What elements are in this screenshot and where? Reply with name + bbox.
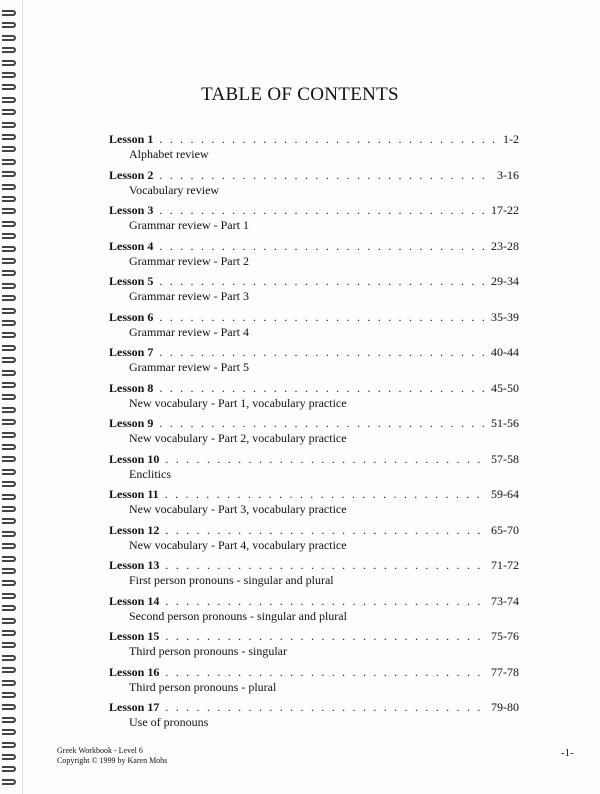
toc-entry [109,168,519,204]
page-range: 77-78 [491,664,519,679]
binding-coil [2,580,16,586]
binding-coil [2,357,16,363]
binding-coil [2,320,16,326]
page-title: TABLE OF CONTENTS [201,84,399,105]
dot-leader [159,132,499,147]
binding-coil [2,680,16,686]
binding-coil [2,742,16,748]
binding-coil [2,419,16,425]
binding-coil [2,159,16,165]
lesson-description: Grammar review - Part 5 [129,360,249,374]
binding-coil [2,72,16,78]
toc-entry [109,310,519,346]
page-range: 59-64 [491,487,519,501]
lesson-title: Lesson 11 [109,487,159,501]
binding-coil [2,295,16,301]
binding-coil [2,35,16,41]
toc-entry [109,523,519,559]
toc-entry [109,487,519,523]
dot-leader [165,665,487,680]
binding-coil [2,766,16,772]
page-range: 79-80 [491,700,519,714]
binding-coil [2,258,16,264]
page-range: 65-70 [491,522,519,537]
binding-coil [2,122,16,128]
page-range: 1-2 [503,132,519,146]
lesson-description: Grammar review - Part 4 [129,324,249,339]
binding-coil [2,171,16,177]
toc-entry [109,345,519,381]
binding-coil [2,208,16,214]
lesson-title: Lesson 3 [109,203,154,217]
footer-book-title: Greek Workbook - Level 6 [57,746,143,755]
page-range: 73-74 [491,593,519,608]
binding-coil [2,382,16,388]
toc-entry [109,665,519,701]
binding-coil [2,754,16,760]
binding-coil [2,704,16,710]
dot-leader [165,594,487,609]
dot-leader [159,310,487,325]
binding-coil [2,407,16,413]
lesson-title: Lesson 10 [109,451,160,466]
lesson-description: Third person pronouns - singular [129,644,287,658]
page-range: 71-72 [491,558,519,572]
binding-coil [2,729,16,735]
dot-leader [165,452,487,467]
page-range: 51-56 [491,416,519,430]
lesson-description: Alphabet review [129,147,209,161]
page-range: 17-22 [491,203,519,217]
binding-coil [2,543,16,549]
binding-coil [2,779,16,785]
binding-coil [2,432,16,438]
spiral-binding [0,0,22,794]
binding-coil [2,605,16,611]
lesson-title: Lesson 14 [109,593,160,608]
binding-coil [2,308,16,314]
dot-leader [165,487,487,502]
binding-coil [2,221,16,227]
binding-coil [2,109,16,115]
binding-coil [2,667,16,673]
binding-coil [2,568,16,574]
lesson-title: Lesson 16 [109,664,160,679]
lesson-description: New vocabulary - Part 2, vocabulary practice [129,431,347,445]
binding-coil [2,283,16,289]
binding-coil [2,10,16,16]
binding-coil [2,469,16,475]
page-range: 3-16 [497,167,519,182]
binding-coil [2,593,16,599]
lesson-title: Lesson 2 [109,167,154,182]
binding-coil [2,556,16,562]
toc-entry [109,452,519,488]
lesson-title: Lesson 17 [109,700,160,714]
lesson-description: New vocabulary - Part 1, vocabulary practice [129,395,347,410]
binding-coil [2,246,16,252]
toc-entry [109,700,519,736]
lesson-title: Lesson 12 [109,522,160,537]
lesson-description: New vocabulary - Part 3, vocabulary practice [129,502,347,516]
binding-coil [2,618,16,624]
binding-coil [2,270,16,276]
lesson-description: Second person pronouns - singular and plural [129,608,347,623]
toc-entry [109,239,519,275]
lesson-title: Lesson 5 [109,274,154,288]
lesson-title: Lesson 1 [109,132,154,146]
dot-leader [165,700,487,715]
lesson-description: Vocabulary review [129,182,220,197]
binding-coil [2,531,16,537]
lesson-title: Lesson 15 [109,629,160,643]
lesson-title: Lesson 13 [109,558,160,572]
page-range: 75-76 [491,629,519,643]
lesson-description: First person pronouns - singular and plural [129,573,334,587]
dot-leader [159,345,487,360]
dot-leader [159,416,487,431]
lesson-description: Grammar review - Part 3 [129,289,249,303]
binding-coil [2,394,16,400]
dot-leader [159,381,487,396]
binding-coil [2,642,16,648]
footer-copyright: Copyright © 1999 by Karen Mohs [57,756,168,765]
page-range: 45-50 [491,380,519,395]
dot-leader [165,558,487,573]
binding-coil [2,481,16,487]
binding-coil [2,494,16,500]
toc-entry [109,132,519,168]
toc-entry [109,381,519,417]
lesson-description: Enclitics [129,466,171,481]
lesson-description: Third person pronouns - plural [129,679,277,694]
binding-coil [2,630,16,636]
page-range: 23-28 [491,238,519,253]
dot-leader [159,239,487,254]
toc-entry [109,203,519,239]
dot-leader [159,274,487,289]
dot-leader [159,203,487,218]
dot-leader [165,523,487,538]
binding-coil [2,233,16,239]
dot-leader [165,629,487,644]
binding-coil [2,196,16,202]
lesson-title: Lesson 8 [109,380,154,395]
lesson-description: Grammar review - Part 2 [129,253,249,268]
binding-coil [2,655,16,661]
binding-coil [2,332,16,338]
binding-coil [2,47,16,53]
binding-coil [2,22,16,28]
binding-coil [2,146,16,152]
toc-entry [109,629,519,665]
binding-coil [2,370,16,376]
page-range: 40-44 [491,345,519,359]
page-range: 29-34 [491,274,519,288]
footer-credits [57,746,167,766]
dot-leader [159,168,493,183]
toc-entry [109,416,519,452]
toc-entry [109,274,519,310]
binding-coil [2,692,16,698]
binding-coil [2,345,16,351]
lesson-title: Lesson 4 [109,238,154,253]
page-range: 35-39 [491,309,519,324]
lesson-description: Use of pronouns [129,715,209,729]
binding-coil [2,717,16,723]
page-range: 57-58 [491,451,519,466]
binding-coil [2,444,16,450]
binding-coil [2,60,16,66]
binding-coil [2,134,16,140]
binding-coil [2,506,16,512]
binding-coil [2,518,16,524]
binding-coil [2,184,16,190]
lesson-title: Lesson 7 [109,345,154,359]
lesson-title: Lesson 9 [109,416,154,430]
lesson-description: Grammar review - Part 1 [129,218,249,232]
page-edge [22,0,23,794]
page-number: -1- [561,747,574,759]
toc-entry [109,558,519,594]
binding-coil [2,456,16,462]
toc-entry [109,594,519,630]
lesson-title: Lesson 6 [109,309,154,324]
lesson-description: New vocabulary - Part 4, vocabulary practice [129,537,347,552]
table-of-contents [109,132,519,736]
